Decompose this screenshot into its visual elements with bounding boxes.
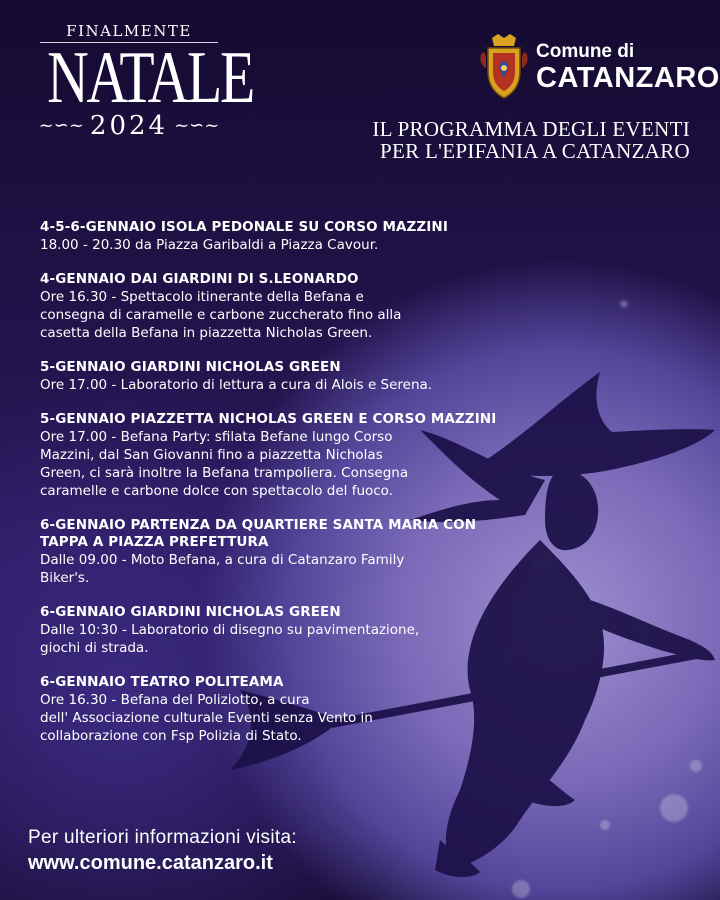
event-desc-line: Ore 17.00 - Laboratorio di lettura a cura di Alois e Serena. bbox=[40, 377, 433, 393]
event-desc-line: giochi di strada. bbox=[40, 640, 149, 656]
event-item bbox=[40, 359, 510, 394]
flourish-icon: ~∽~ bbox=[38, 115, 84, 136]
flourish-icon: ~∽~ bbox=[174, 115, 220, 136]
event-desc-line: Dalle 10:30 - Laboratorio di disegno su pavimentazione, bbox=[40, 622, 420, 638]
comune-logo bbox=[536, 42, 720, 94]
events-list bbox=[40, 219, 510, 762]
website-link[interactable]: www.comune.catanzaro.it bbox=[28, 852, 273, 874]
event-title: 5-GENNAIO PIAZZETTA NICHOLAS GREEN E CORSO MAZZINI bbox=[40, 411, 497, 427]
event-desc-line: Mazzini, dal San Giovanni fino a piazzetta Nicholas bbox=[40, 447, 383, 463]
event-desc-line: 18.00 - 20.30 da Piazza Garibaldi a Piazza Cavour. bbox=[40, 237, 379, 253]
event-item bbox=[40, 674, 510, 745]
event-desc-line: caramelle e carbone dolce con spettacolo del fuoco. bbox=[40, 483, 393, 499]
coat-of-arms-icon bbox=[478, 32, 530, 102]
event-item bbox=[40, 517, 510, 587]
event-title: 4-5-6-GENNAIO ISOLA PEDONALE SU CORSO MAZZINI bbox=[40, 219, 448, 235]
event-title: 6-GENNAIO PARTENZA DA QUARTIERE SANTA MARIA CON TAPPA A PIAZZA PREFETTURA bbox=[40, 517, 477, 550]
event-desc-line: Biker's. bbox=[40, 570, 90, 586]
event-desc-line: Dalle 09.00 - Moto Befana, a cura di Catanzaro Family bbox=[40, 552, 405, 568]
logo-year: 2024 bbox=[89, 111, 169, 141]
event-title: 4-GENNAIO DAI GIARDINI DI S.LEONARDO bbox=[40, 271, 359, 287]
logo-main-text: NATALE bbox=[47, 37, 253, 119]
event-desc-line: Ore 16.30 - Befana del Poliziotto, a cura bbox=[40, 692, 310, 708]
event-item bbox=[40, 411, 510, 500]
event-desc-line: Ore 16.30 - Spettacolo itinerante della Befana e bbox=[40, 289, 364, 305]
subtitle-line: IL PROGRAMMA DEGLI EVENTI bbox=[372, 117, 690, 141]
event-desc-line: consegna di caramelle e carbone zuccherato fino alla bbox=[40, 307, 402, 323]
event-desc-line: collaborazione con Fsp Polizia di Stato. bbox=[40, 728, 302, 744]
footer-label: Per ulteriori informazioni visita: bbox=[28, 827, 297, 848]
event-item bbox=[40, 604, 510, 657]
comune-city: CATANZARO bbox=[536, 62, 720, 94]
event-desc-line: dell' Associazione culturale Eventi senza Vento in bbox=[40, 710, 373, 726]
natale-logo bbox=[24, 22, 253, 141]
event-desc-line: casetta della Befana in piazzetta Nicholas Green. bbox=[40, 325, 373, 341]
event-title: 5-GENNAIO GIARDINI NICHOLAS GREEN bbox=[40, 359, 341, 375]
comune-prefix: Comune di bbox=[536, 41, 635, 62]
event-item bbox=[40, 271, 510, 342]
subtitle-line: PER L'EPIFANIA A CATANZARO bbox=[380, 139, 690, 163]
event-item bbox=[40, 219, 510, 254]
program-subtitle bbox=[372, 118, 690, 162]
event-desc-line: Ore 17.00 - Befana Party: sfilata Befane lungo Corso bbox=[40, 429, 393, 445]
footer bbox=[28, 826, 297, 876]
event-title: 6-GENNAIO GIARDINI NICHOLAS GREEN bbox=[40, 604, 341, 620]
event-title: 6-GENNAIO TEATRO POLITEAMA bbox=[40, 674, 284, 690]
event-desc-line: Green, ci sarà inoltre la Befana trampoliera. Consegna bbox=[40, 465, 409, 481]
logo-top-text: FINALMENTE bbox=[66, 22, 192, 40]
